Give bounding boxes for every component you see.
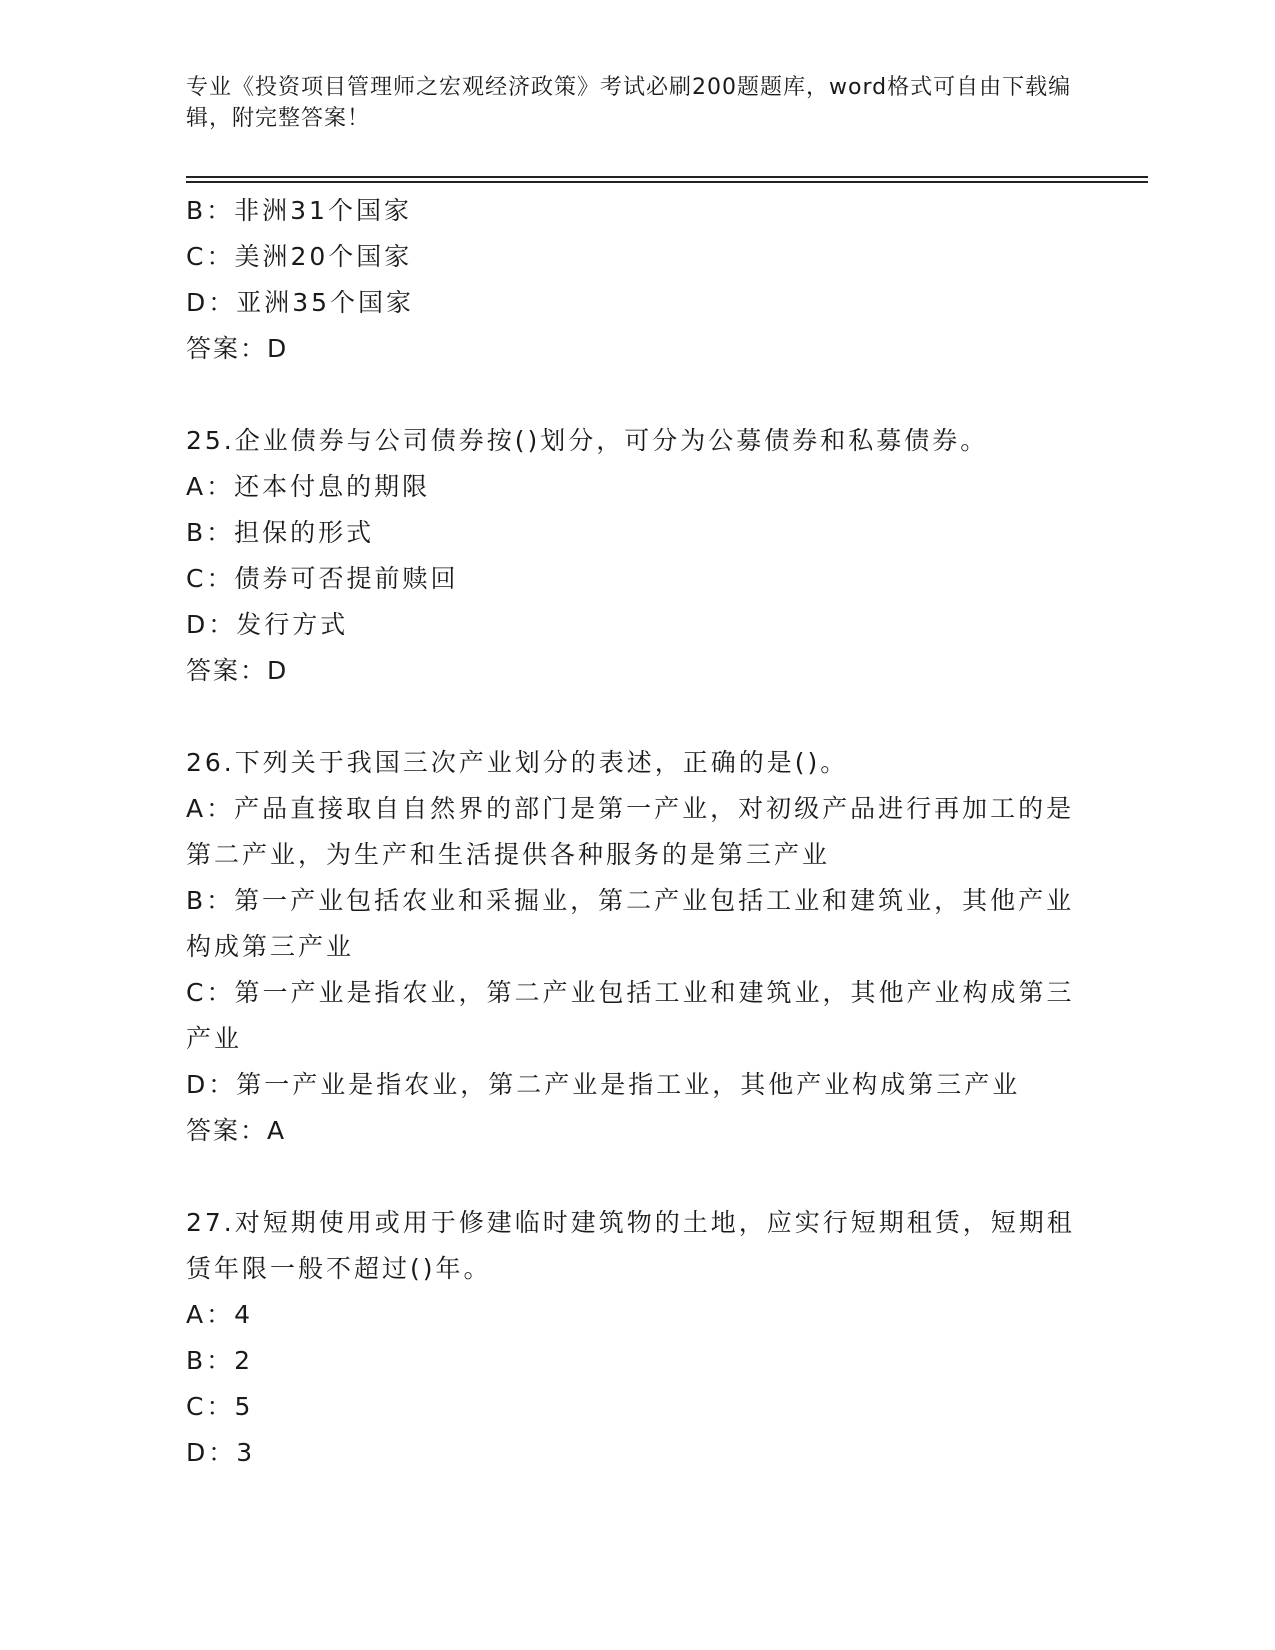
question-block-27: [186, 1200, 1076, 1476]
option-d: D：亚洲35个国家: [186, 288, 415, 317]
question-text: 26.下列关于我国三次产业划分的表述，正确的是()。: [186, 748, 849, 777]
answer-line: 答案：D: [186, 656, 289, 685]
option-c: C：5: [186, 1392, 254, 1421]
option-d: D：第一产业是指农业，第二产业是指工业，其他产业构成第三产业: [186, 1070, 1021, 1099]
option-b: B：第一产业包括农业和采掘业，第二产业包括工业和建筑业，其他产业构成第三产业: [186, 886, 1075, 961]
option-d: D：3: [186, 1438, 256, 1467]
option-a: A：还本付息的期限: [186, 472, 431, 501]
previous-question-block: [186, 188, 1076, 372]
option-b: B：非洲31个国家: [186, 196, 412, 225]
question-block-26: [186, 740, 1076, 1154]
option-c: C：债券可否提前赎回: [186, 564, 459, 593]
header-divider-bottom: [186, 181, 1148, 183]
option-b: B：2: [186, 1346, 254, 1375]
question-text: 27.对短期使用或用于修建临时建筑物的土地，应实行短期租赁，短期租赁年限一般不超过()年。: [186, 1208, 1075, 1283]
option-c: C：第一产业是指农业，第二产业包括工业和建筑业，其他产业构成第三产业: [186, 978, 1075, 1053]
document-header: 专业《投资项目管理师之宏观经济政策》考试必刷200题题库，word格式可自由下载编辑，附完整答案！: [186, 75, 1072, 131]
option-a: A：产品直接取自自然界的部门是第一产业，对初级产品进行再加工的是第二产业，为生产和生活提供各种服务的是第三产业: [186, 794, 1075, 869]
option-b: B：担保的形式: [186, 518, 375, 547]
question-text: 25.企业债券与公司债券按()划分，可分为公募债券和私募债券。: [186, 426, 989, 455]
option-d: D：发行方式: [186, 610, 349, 639]
question-block-25: [186, 418, 1076, 694]
document-body: [186, 188, 1076, 1476]
option-c: C：美洲20个国家: [186, 242, 413, 271]
answer-line: 答案：A: [186, 1116, 287, 1145]
option-a: A：4: [186, 1300, 254, 1329]
header-divider-top: [186, 176, 1148, 178]
answer-line: 答案：D: [186, 334, 289, 363]
